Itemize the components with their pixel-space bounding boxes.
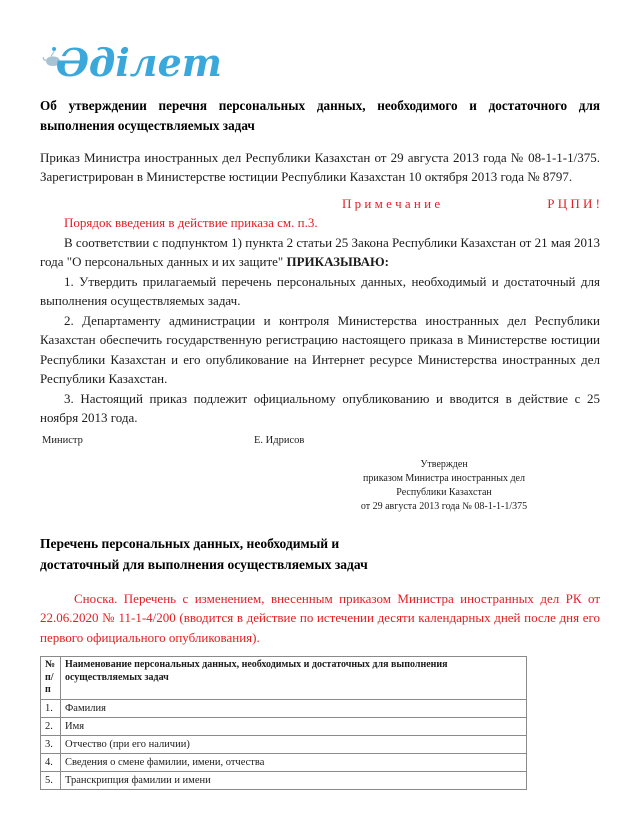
paragraph-item-2: 2. Департаменту администрации и контроля Министерства иностранных дел Республики Казахстан обеспечить государственную регистрацию настоящего приказа в Министерстве юстиции Республики Казахстан и его опубликование на Интернет ресурсе Министерства иностранных дел Республики Казахстан.	[40, 312, 600, 387]
document-title: Об утверждении перечня персональных данных, необходимого и достаточного для выполнения осуществляемых задач	[40, 98, 600, 133]
rcpi-note-line	[342, 194, 600, 214]
signature-row	[42, 433, 600, 449]
cell-number: 4.	[41, 754, 61, 772]
table-row	[41, 717, 527, 735]
cell-number: 2.	[41, 717, 61, 735]
cell-number: 3.	[41, 736, 61, 754]
paragraph-item-3: 3. Настоящий приказ подлежит официальному опубликованию и вводится в действие с 25 ноября 2013 года.	[40, 390, 600, 426]
cell-name: Имя	[61, 717, 527, 735]
paragraph-legal-basis	[40, 233, 600, 272]
table-header-row	[41, 657, 527, 700]
paragraph-item-1: 1. Утвердить прилагаемый перечень персональных данных, необходимый и достаточный для выполнения осуществляемых задач.	[40, 273, 600, 309]
table-row	[41, 772, 527, 790]
note-primechanie: П р и м е ч а н и е	[342, 195, 441, 211]
approval-line: Республики Казахстан	[396, 487, 492, 499]
cell-name: Транскрипция фамилии и имени	[61, 772, 527, 790]
personal-data-table	[40, 656, 527, 790]
column-header-name: Наименование персональных данных, необходимых и достаточных для выполнения осуществляемых задач	[61, 657, 527, 700]
annex-title-line1: Перечень персональных данных, необходимый и	[40, 536, 340, 552]
table-row	[41, 699, 527, 717]
column-header-number: № п/п	[41, 657, 61, 700]
approval-line: приказом Министра иностранных дел	[363, 473, 525, 485]
order-registration-info: Приказ Министра иностранных дел Республики Казахстан от 29 августа 2013 года № 08-1-1-1/375. Зарегистрирован в Министерстве юстиции Республики Казахстан 10 октября 2013 года № 8797.	[40, 149, 600, 185]
cell-name: Сведения о смене фамилии, имени, отчества	[61, 754, 527, 772]
cell-name: Фамилия	[61, 699, 527, 717]
approval-line: от 29 августа 2013 года № 08-1-1-1/375	[360, 501, 528, 513]
logo-wordmark: Әділет	[55, 40, 222, 85]
cell-number: 1.	[41, 699, 61, 717]
adilet-logo[interactable]	[42, 24, 222, 85]
approval-line: Утвержден	[420, 459, 468, 471]
annex-title	[40, 534, 600, 575]
amendment-footnote: Сноска. Перечень с изменением, внесенным приказом Министра иностранных дел РК от 22.06.2020 № 11-1-4/200 (вводится в действие по истечении десяти календарных дней после дня его первого официального опубликования).	[40, 590, 600, 645]
table-row	[41, 736, 527, 754]
note-rcpi: Р Ц П И !	[547, 195, 600, 211]
cell-number: 5.	[41, 772, 61, 790]
procedure-note: Порядок введения в действие приказа см. п.3.	[64, 215, 318, 231]
legal-basis-text: В соответствии с подпунктом 1) пункта 2 статьи 25 Закона Республики Казахстан от 21 мая 2013 года "О персональных данных и их защите"	[40, 234, 600, 270]
prikazyvayu-text: ПРИКАЗЫВАЮ:	[286, 254, 389, 270]
cell-name: Отчество (при его наличии)	[61, 736, 527, 754]
signer-title: Министр	[42, 434, 83, 446]
approval-block	[294, 458, 594, 514]
annex-title-line2: достаточный для выполнения осуществляемых задач	[40, 556, 368, 572]
signer-name: Е. Идрисов	[254, 434, 305, 446]
table-row	[41, 754, 527, 772]
